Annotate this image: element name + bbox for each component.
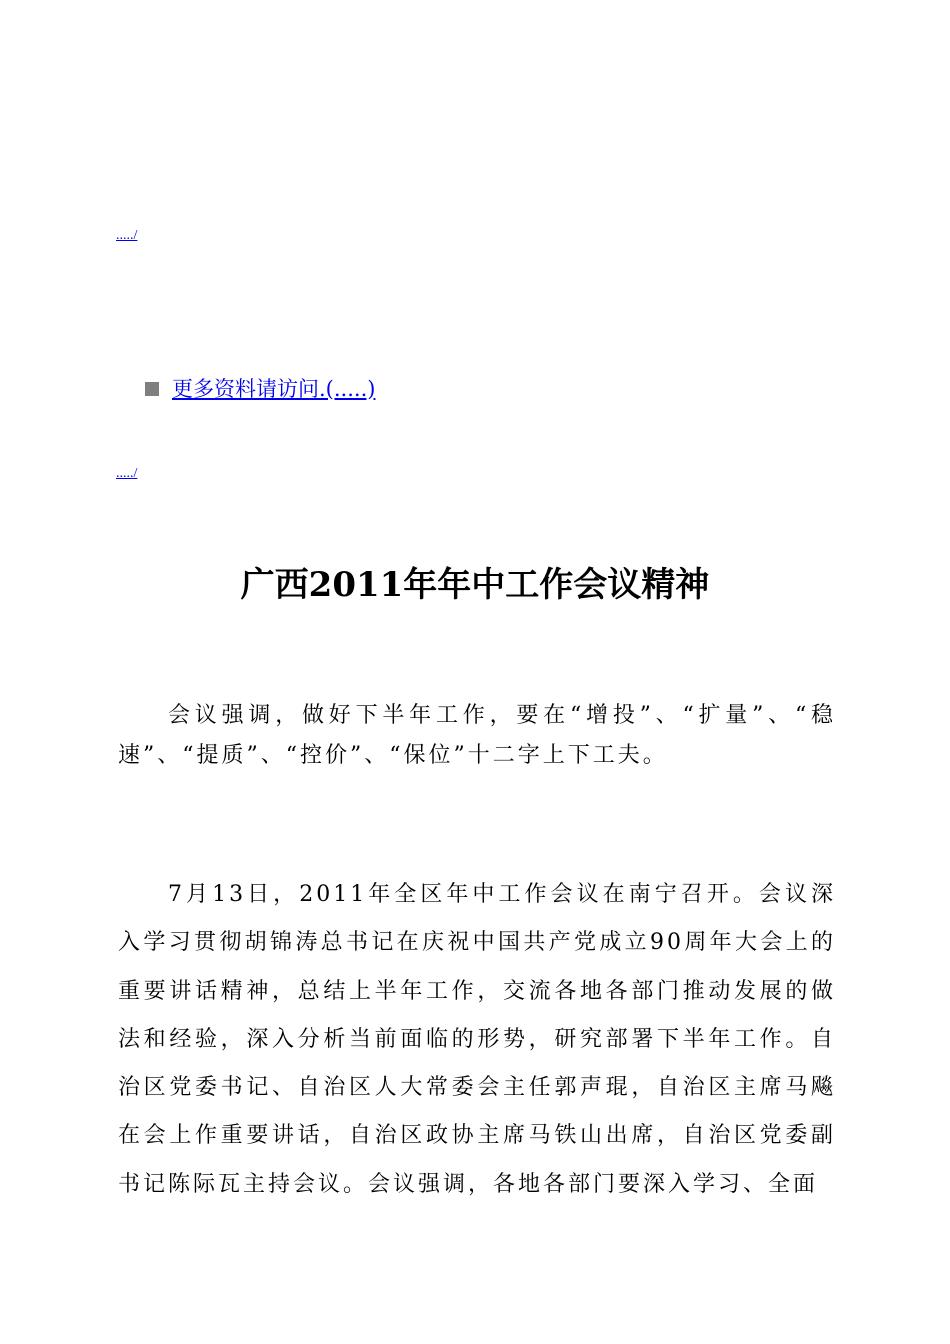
secondary-link[interactable]: ...../ — [116, 466, 138, 481]
square-bullet-icon — [145, 382, 159, 396]
more-info-link[interactable]: 更多资料请访问.(.....) — [172, 376, 376, 401]
more-info-row — [145, 374, 375, 404]
top-link[interactable]: ...../ — [116, 228, 138, 243]
lead-paragraph: 会议强调，做好下半年工作，要在“增投”、“扩量”、“稳速”、“提质”、“控价”、“保位”十二字上下工夫。 — [118, 703, 836, 768]
body-paragraph: 7月13日，2011年全区年中工作会议在南宁召开。会议深入学习贯彻胡锦涛总书记在庆祝中国共产党成立90周年大会上的重要讲话精神，总结上半年工作，交流各地各部门推动发展的做法和经验，深入分析当前面临的形势，研究部署下半年工作。自治区党委书记、自治区人大常委会主任郭声琨，自治区主席马飚在会上作重要讲话，自治区政协主席马铁山出席，自治区党委副书记陈际瓦主持会议。会议强调，各地各部门要深入学习、全面 — [118, 882, 836, 1197]
article-title: 广西2011年年中工作会议精神 — [240, 565, 710, 605]
